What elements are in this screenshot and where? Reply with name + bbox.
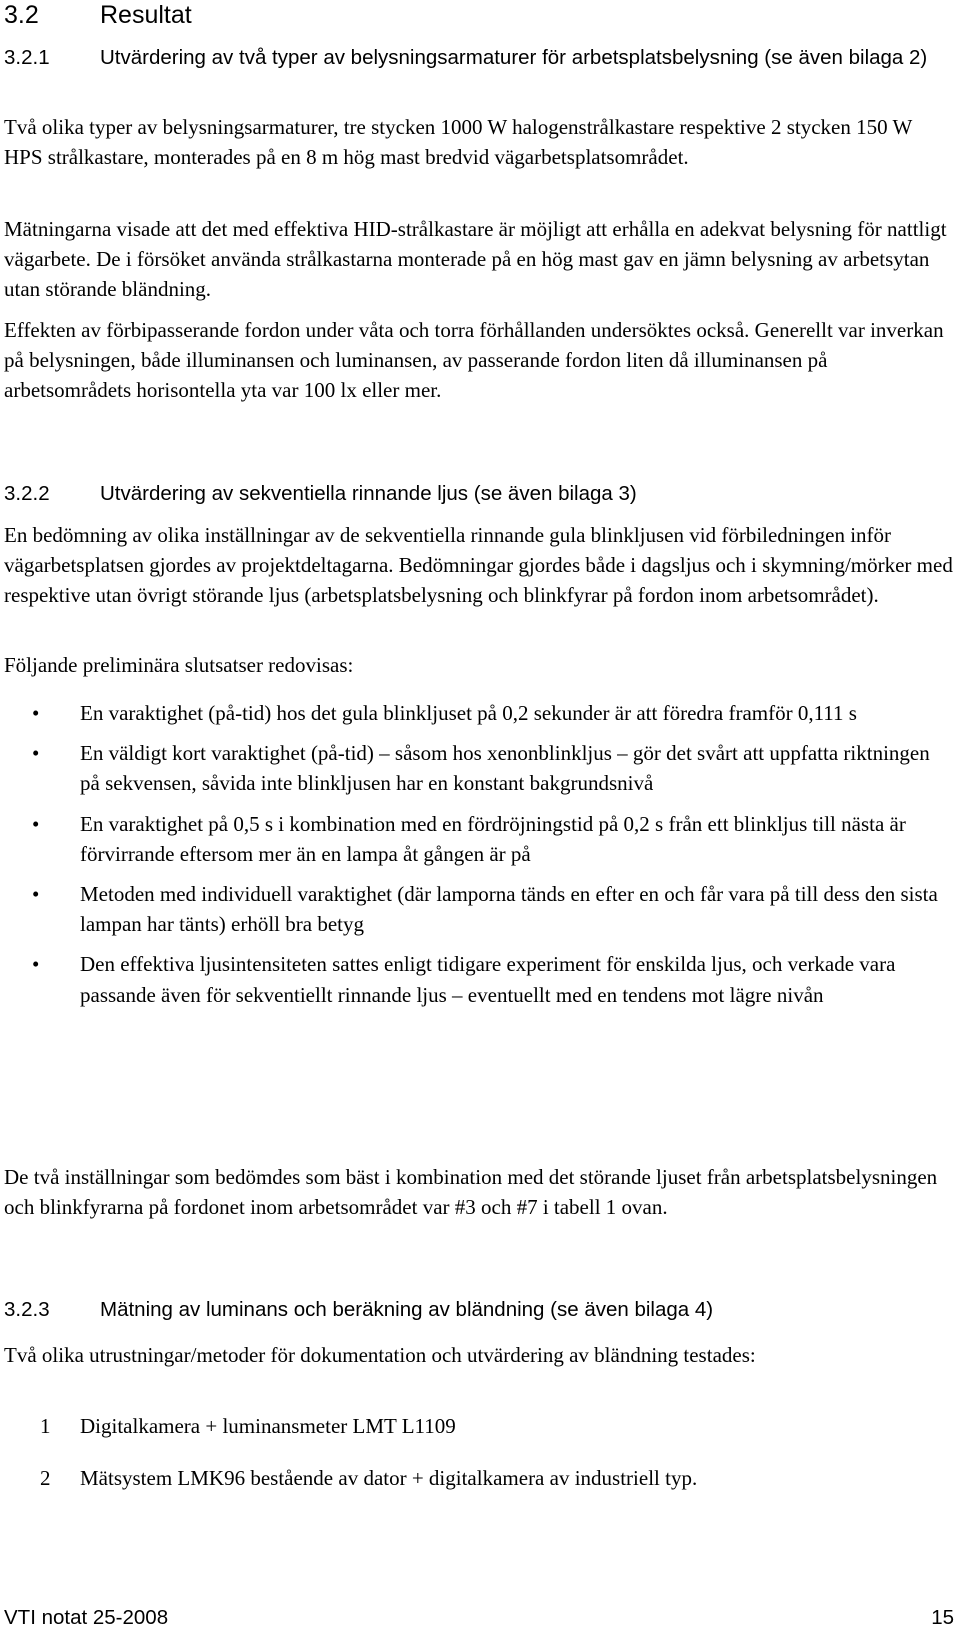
bullet-icon: • [32,741,40,766]
subsection-title: Utvärdering av sekventiella rinnande ljus (se även bilaga 3) [100,482,637,505]
paragraph: Två olika typer av belysningsarmaturer, tre stycken 1000 W halogenstrålkastare respektive 2 stycken 150 W HPS strålkastare, monterades på en 8 m hög mast bredvid vägarbetsplatsområdet. [4,115,912,170]
bullet-icon: • [32,701,40,725]
section-heading [4,0,192,30]
bullet-icon: • [32,952,40,977]
list-item [0,1411,960,1441]
list-item-number: 2 [40,1466,51,1490]
paragraph: En bedömning av olika inställningar av de sekventiella rinnande gula blinkljusen vid förbiledningen inför vägarbetsplatsen gjordes av projektdeltagarna. Bedömningar gjordes både i dagsljus och i skymning/mörker med respektive utan övrigt störande ljus (arbetsplatsbelysning och blinkfyrar på fordon inom arbetsområdet). [4,523,953,608]
section-title: Resultat [100,1,192,29]
subsection-number: 3.2.3 [4,1298,50,1321]
methods-list [0,1411,960,1493]
list-item-text: En väldigt kort varaktighet (på-tid) – såsom hos xenonblinkljus – gör det svårt att uppfatta riktningen på sekvensen, såvida inte blinkljusen har en konstant bakgrundsnivå [80,741,930,796]
subsection-title: Utvärdering av två typer av belysningsarmaturer för arbetsplatsbelysning (se även bilaga 2) [100,46,928,69]
subsection-number: 3.2.1 [4,46,50,69]
page-footer [4,1603,954,1633]
paragraph: Följande preliminära slutsatser redovisas: [4,653,354,677]
conclusions-list [0,698,960,1010]
list-item-text: Metoden med individuell varaktighet (där lamporna tänds en efter en och får vara på till dess den sista lampan har tänts) erhöll bra betyg [80,882,938,937]
footer-report-id: VTI notat 25-2008 [4,1606,169,1629]
list-item [0,949,940,1009]
paragraph: Två olika utrustningar/metoder för dokumentation och utvärdering av bländning testades: [4,1343,756,1367]
subsection-number: 3.2.2 [4,482,50,505]
paragraph: De två inställningar som bedömdes som bäst i kombination med det störande ljuset från arbetsplatsbelysningen och blinkfyrarna på fordonet inom arbetsområdet var #3 och #7 i tabell 1 ovan. [4,1165,938,1220]
list-item [0,738,940,798]
bullet-icon: • [32,882,40,907]
list-item-text: Mätsystem LMK96 bestående av dator + digitalkamera av industriell typ. [80,1466,698,1490]
list-item [0,879,940,939]
list-item [0,698,940,728]
list-item-text: Digitalkamera + luminansmeter LMT L1109 [80,1414,456,1438]
page-number: 15 [931,1606,954,1629]
list-item-text: Den effektiva ljusintensiteten sattes enligt tidigare experiment för enskilda ljus, och verkade vara passande även för sekventiellt rinnande ljus – eventuellt med en tendens mot lägre nivån [80,952,896,1007]
paragraph: Mätningarna visade att det med effektiva HID-strålkastare är möjligt att erhålla en adekvat belysning för nattligt vägarbete. De i försöket använda strålkastarna monterade på en hög mast gav en jämn belysning av arbetsytan utan störande bländning. [4,217,947,302]
bullet-icon: • [32,811,40,836]
paragraph: Effekten av förbipasserande fordon under våta och torra förhållanden undersöktes också. Generellt var inverkan på belysningen, både illuminansen och luminansen, av passerande fordon liten då illuminansen på arbetsområdets horisontella yta var 100 lx eller mer. [4,318,944,403]
list-item-text: En varaktighet (på-tid) hos det gula blinkljuset på 0,2 sekunder är att föredra framför 0,111 s [80,701,857,725]
list-item-number: 1 [40,1414,51,1438]
list-item-text: En varaktighet på 0,5 s i kombination med en fördröjningstid på 0,2 s från ett blinkljus till nästa är förvirrande eftersom mer än en lampa åt gången är på [80,811,906,866]
subsection-title: Mätning av luminans och beräkning av bländning (se även bilaga 4) [100,1298,714,1321]
section-number: 3.2 [4,1,39,29]
list-item [0,1463,960,1493]
list-item [0,809,940,869]
